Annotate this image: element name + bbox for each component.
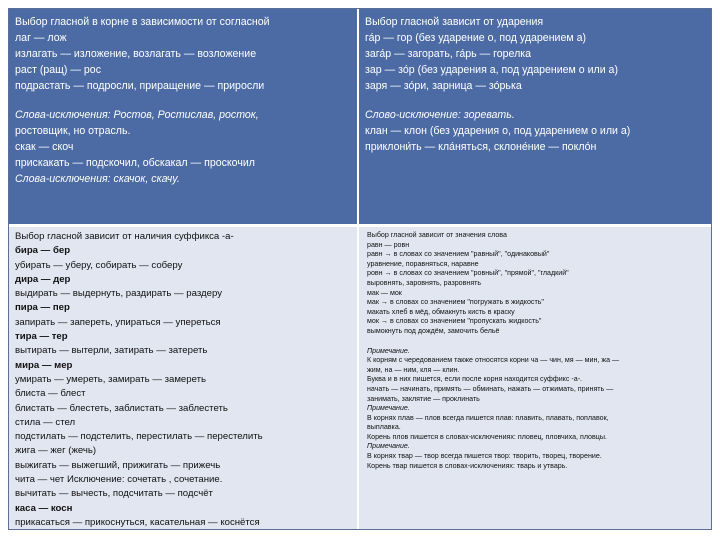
- header-right-cell: [359, 9, 711, 224]
- br-note-text: Корень твар пишется в словах-исключениях: тварь и утварь.: [367, 461, 568, 470]
- br-title: Выбор гласной зависит от значения слова: [367, 231, 507, 239]
- bl-example: умирать — умереть, замирать — замереть: [15, 373, 206, 385]
- bl-root-pair: чита — чет Исключение: сочетать , сочетание.: [15, 474, 223, 486]
- hl-example: прискакать — подскочил, обскакал — проскочил: [15, 157, 255, 169]
- hl-example: излагать — изложение, возлагать — возложение: [15, 48, 257, 60]
- br-note-title: Примечание.: [367, 346, 410, 355]
- bl-root-pair: мира — мер: [15, 359, 73, 371]
- br-note-text: начать — начинать, примять — обминать, нажать — отжимать, принять —: [367, 384, 614, 393]
- br-note-text: Буква и в них пишется, если после корня находится суффикс -а-.: [367, 375, 583, 384]
- br-rule: мок → в словах со значением "пропускать жидкость": [367, 317, 542, 326]
- body-right-cell: [359, 225, 711, 529]
- br-root-pair: мак — мок: [367, 288, 402, 297]
- hl-root-pair: скак — скоч: [15, 141, 74, 153]
- hl-title: Выбор гласной в корне в зависимости от согласной: [15, 16, 270, 28]
- hr-example: приклони́ть — кла́няться, склоне́ние — покло́н: [365, 141, 597, 153]
- hr-root-pair: клан — клон (без ударения о, под ударением о или а): [365, 125, 631, 137]
- br-note-text: К корням с чередованием также относятся корни ча — чин, мя — мин, жа —: [367, 356, 620, 365]
- br-note-text: В корнях твар — твор всегда пишется твор: творить, творец, творение.: [367, 452, 602, 461]
- br-example: макать хлеб в мёд, обмакнуть кисть в краску: [367, 307, 515, 316]
- br-note-title: Примечание.: [367, 404, 410, 413]
- bl-example: блистать — блестеть, заблистать — заблестеть: [15, 402, 228, 414]
- bl-title: Выбор гласной зависит от наличия суффикса -а-: [15, 231, 234, 242]
- bl-root-pair: каса — косн: [15, 502, 73, 514]
- hl-root-pair: раст (ращ) — рос: [15, 64, 101, 76]
- bl-root-pair: блиста — блест: [15, 388, 86, 400]
- hl-root-pair: лаг — лож: [15, 32, 67, 44]
- br-note-text: выплавка.: [367, 423, 401, 432]
- hl-exceptions-cont: ростовщик, но отрасль.: [15, 125, 131, 137]
- br-note-text: занимать, заклятие — проклинать: [367, 394, 480, 403]
- bl-root-pair: стила — стел: [15, 416, 76, 428]
- bl-root-pair: пира — пер: [15, 302, 70, 314]
- br-example: вымокнуть под дождём, замочить бельё: [367, 326, 500, 335]
- br-rule: мак → в словах со значением "погружать в жидкость": [367, 298, 544, 307]
- hr-root-pair: зар — зо́р (без ударения а, под ударением о или а): [365, 64, 618, 76]
- bl-example: запирать — запереть, упираться — упереться: [15, 316, 221, 328]
- bl-root-pair: жига — жег (жечь): [15, 445, 97, 457]
- bl-root-pair: тира — тер: [15, 331, 68, 343]
- hr-exception: Слово-исключение: зоревать.: [365, 109, 515, 121]
- hr-title: Выбор гласной зависит от ударения: [365, 16, 544, 28]
- br-note-text: Корень плов пишется в словах-исключениях: пловец, пловчиха, пловцы.: [367, 432, 607, 441]
- bl-example: выжигать — выжегший, прижигать — прижечь: [15, 459, 221, 471]
- hr-example: зага́р — загорать, га́рь — горелка: [365, 48, 532, 60]
- body-left-cell: [9, 225, 358, 529]
- bl-root-pair: бира — бер: [15, 245, 71, 257]
- br-rule: ровн → в словах со значением "ровный", "прямой", "гладкий": [367, 269, 569, 278]
- rules-table: [8, 8, 712, 530]
- br-note-text: В корнях плав — плов всегда пишется плав: плавить, плавать, поплавок,: [367, 413, 609, 422]
- br-example: выровнять, заровнять, разровнять: [367, 278, 482, 287]
- bl-example: вытирать — вытерли, затирать — затереть: [15, 345, 208, 357]
- bl-root-pair: дира — дер: [15, 273, 71, 285]
- br-root-pair: равн — ровн: [367, 240, 410, 249]
- hl-exceptions: Слова-исключения: скачок, скачу.: [15, 173, 180, 185]
- bl-example: вычитать — вычесть, подсчитать — подсчёт: [15, 488, 213, 500]
- hl-example: подрастать — подросли, приращение — приросли: [15, 80, 265, 92]
- hl-exceptions: Слова-исключения: Ростов, Ростислав, росток,: [15, 109, 259, 121]
- bl-example: подстилать — подстелить, перестилать — перестелить: [15, 431, 263, 443]
- header-left-cell: [9, 9, 358, 224]
- hr-root-pair: га́р — гор (без ударение о, под ударением а): [365, 32, 586, 44]
- br-example: уравнение, поравняться, наравне: [367, 259, 479, 268]
- bl-example: прикасаться — прикоснуться, касательная — коснётся: [15, 516, 260, 528]
- bl-example: выдирать — выдернуть, раздирать — раздеру: [15, 288, 223, 300]
- br-note-text: жим, на — ним, кля — клин.: [367, 365, 460, 374]
- br-note-title: Примечание.: [367, 442, 410, 451]
- br-rule: равн → в словах со значением "равный", "одинаковый": [367, 250, 550, 259]
- hr-example: заря — зо́ри, зарница — зо́рька: [365, 80, 522, 92]
- bl-example: убирать — уберу, собирать — соберу: [15, 259, 183, 271]
